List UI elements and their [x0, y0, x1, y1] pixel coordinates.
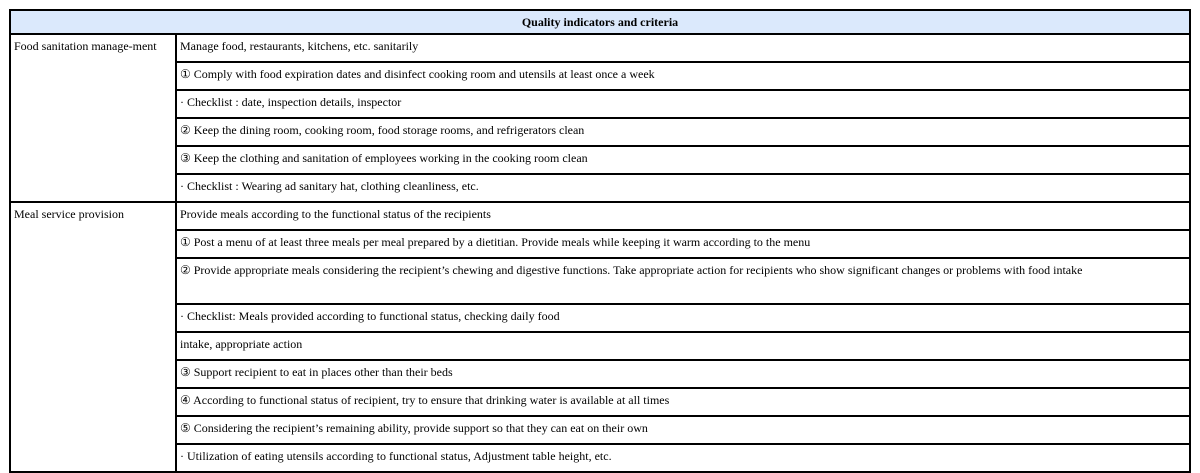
table-row [10, 258, 1190, 304]
criterion-cell: intake, appropriate action [176, 332, 1190, 360]
table-row [10, 388, 1190, 416]
criterion-cell: · Checklist: Meals provided according to functional status, checking daily food [176, 304, 1190, 332]
criterion-cell: Manage food, restaurants, kitchens, etc. sanitarily [176, 34, 1190, 62]
table-row [10, 304, 1190, 332]
criterion-cell: · Checklist : date, inspection details, inspector [176, 90, 1190, 118]
criterion-cell: ⑤ Considering the recipient’s remaining ability, provide support so that they can eat on their own [176, 416, 1190, 444]
criterion-cell: · Utilization of eating utensils according to functional status, Adjustment table height, etc. [176, 444, 1190, 472]
criterion-cell: ① Comply with food expiration dates and disinfect cooking room and utensils at least once a week [176, 62, 1190, 90]
table-row [10, 444, 1190, 472]
criterion-cell: ③ Keep the clothing and sanitation of employees working in the cooking room clean [176, 146, 1190, 174]
table-row [10, 118, 1190, 146]
table-header: Quality indicators and criteria [10, 10, 1190, 34]
criterion-cell: ① Post a menu of at least three meals per meal prepared by a dietitian. Provide meals while keeping it warm according to the menu [176, 230, 1190, 258]
table-row [10, 202, 1190, 230]
criterion-cell: ③ Support recipient to eat in places other than their beds [176, 360, 1190, 388]
criterion-cell: · Checklist : Wearing ad sanitary hat, clothing cleanliness, etc. [176, 174, 1190, 202]
table-row [10, 34, 1190, 62]
quality-criteria-table [9, 9, 1191, 473]
criterion-cell: Provide meals according to the functional status of the recipients [176, 202, 1190, 230]
table-row [10, 230, 1190, 258]
criterion-cell: ④ According to functional status of recipient, try to ensure that drinking water is available at all times [176, 388, 1190, 416]
table-row [10, 332, 1190, 360]
table-row [10, 416, 1190, 444]
table-row [10, 62, 1190, 90]
criterion-cell: ② Keep the dining room, cooking room, food storage rooms, and refrigerators clean [176, 118, 1190, 146]
table-row [10, 90, 1190, 118]
table-row [10, 360, 1190, 388]
table-row [10, 174, 1190, 202]
category-meal-service: Meal service provision [10, 202, 176, 472]
table-header-row [10, 10, 1190, 34]
table-row [10, 146, 1190, 174]
criterion-cell: ② Provide appropriate meals considering the recipient’s chewing and digestive functions. Take appropriate action for recipients who show significant changes or problems with food intake [176, 258, 1190, 304]
category-food-sanitation: Food sanitation manage-ment [10, 34, 176, 202]
